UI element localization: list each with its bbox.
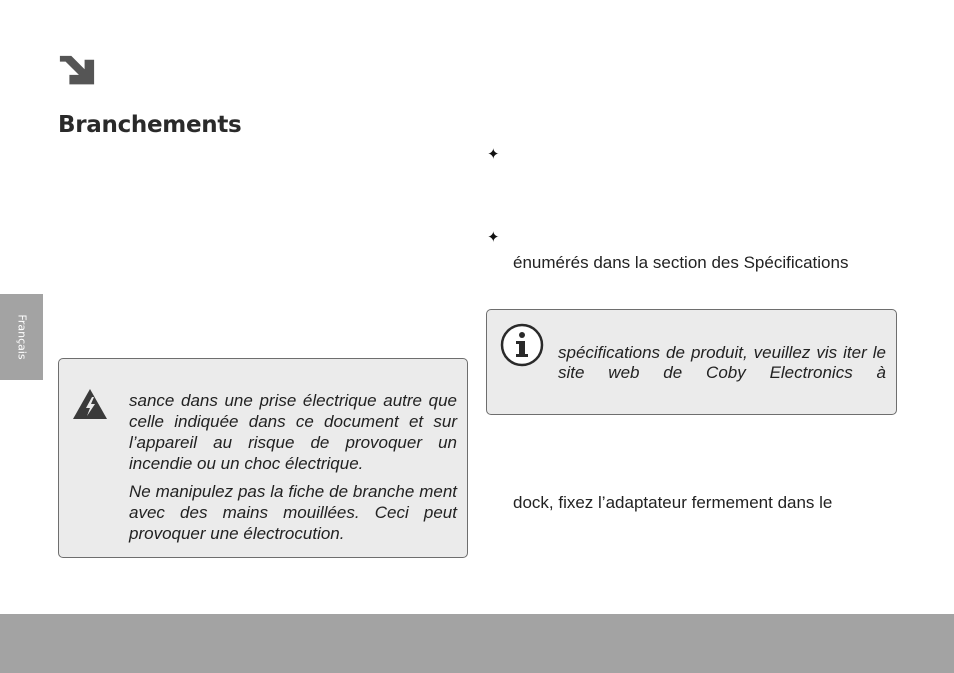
info-icon [499, 322, 545, 368]
warning-paragraph: Ne manipulez pas la fiche de branche ment avec des mains mouillées. Ceci peut provoquer une électrocution. [129, 482, 457, 543]
warning-box [58, 358, 468, 558]
diagonal-arrow-icon [58, 54, 98, 88]
language-tab [0, 294, 43, 380]
lightning-warning-icon [71, 387, 109, 421]
section-title: Branchements [58, 112, 242, 138]
bullet-text: énumérés dans la section des Spécifications [513, 253, 849, 272]
language-tab-label: Français [15, 314, 28, 360]
bullet-icon: ✦ [487, 146, 500, 163]
bullet-icon: ✦ [487, 229, 500, 246]
footer-band [0, 614, 954, 673]
warning-text [129, 390, 457, 551]
dock-text: dock, fixez l’adaptateur fermement dans le [513, 493, 833, 512]
warning-paragraph: sance dans une prise électrique autre que celle indiquée dans ce document et sur l’appareil au risque de provoquer un incendie ou un choc électrique. [129, 391, 457, 473]
info-text: spécifications de produit, veuillez vis iter le site web de Coby Electronics à [558, 343, 886, 382]
info-box [486, 309, 897, 415]
